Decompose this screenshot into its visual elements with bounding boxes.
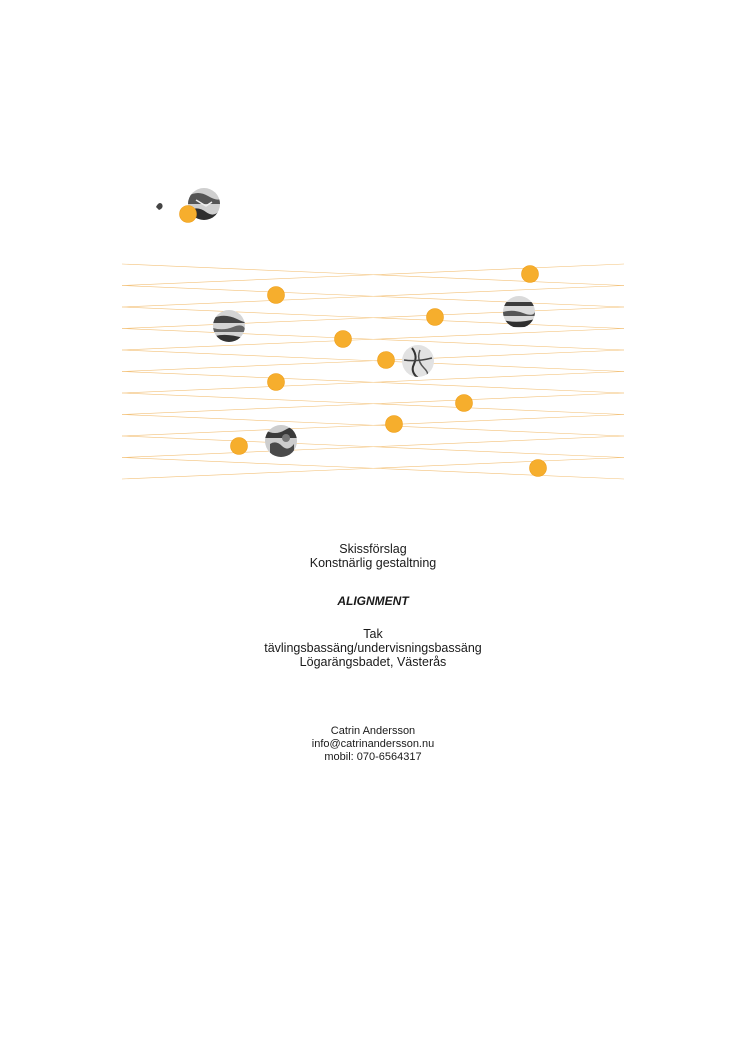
photo-circle bbox=[265, 425, 297, 458]
title-block bbox=[0, 594, 746, 608]
artwork-title: ALIGNMENT bbox=[337, 594, 409, 608]
location-line-2: tävlingsbassäng/undervisningsbassäng bbox=[264, 641, 482, 655]
photo-circle bbox=[503, 296, 535, 328]
location-line-1: Tak bbox=[363, 627, 383, 641]
sketch-artwork bbox=[0, 0, 746, 520]
orange-dot bbox=[268, 374, 285, 391]
location-block bbox=[0, 627, 746, 669]
thread-lines bbox=[122, 264, 624, 479]
photo-circle bbox=[402, 345, 434, 378]
orange-dot bbox=[180, 206, 197, 223]
orange-dot bbox=[427, 309, 444, 326]
photo-circle bbox=[213, 310, 246, 344]
orange-dot bbox=[386, 416, 403, 433]
orange-dot bbox=[522, 266, 539, 283]
leaf-fragment bbox=[156, 203, 163, 210]
contact-name: Catrin Andersson bbox=[330, 725, 416, 737]
contact-email: info@catrinandersson.nu bbox=[311, 738, 435, 750]
location-line-3: Lögarängsbadet, Västerås bbox=[299, 655, 447, 669]
proposal-line-1: Skissförslag bbox=[339, 542, 407, 556]
orange-dot bbox=[231, 438, 248, 455]
proposal-block bbox=[0, 542, 746, 570]
proposal-line-2: Konstnärlig gestaltning bbox=[309, 556, 437, 570]
orange-dot bbox=[335, 331, 352, 348]
contact-phone: mobil: 070-6564317 bbox=[324, 751, 422, 763]
orange-dot bbox=[456, 395, 473, 412]
orange-dot bbox=[530, 460, 547, 477]
orange-dot bbox=[378, 352, 395, 369]
contact-block bbox=[0, 725, 746, 764]
orange-dot bbox=[268, 287, 285, 304]
